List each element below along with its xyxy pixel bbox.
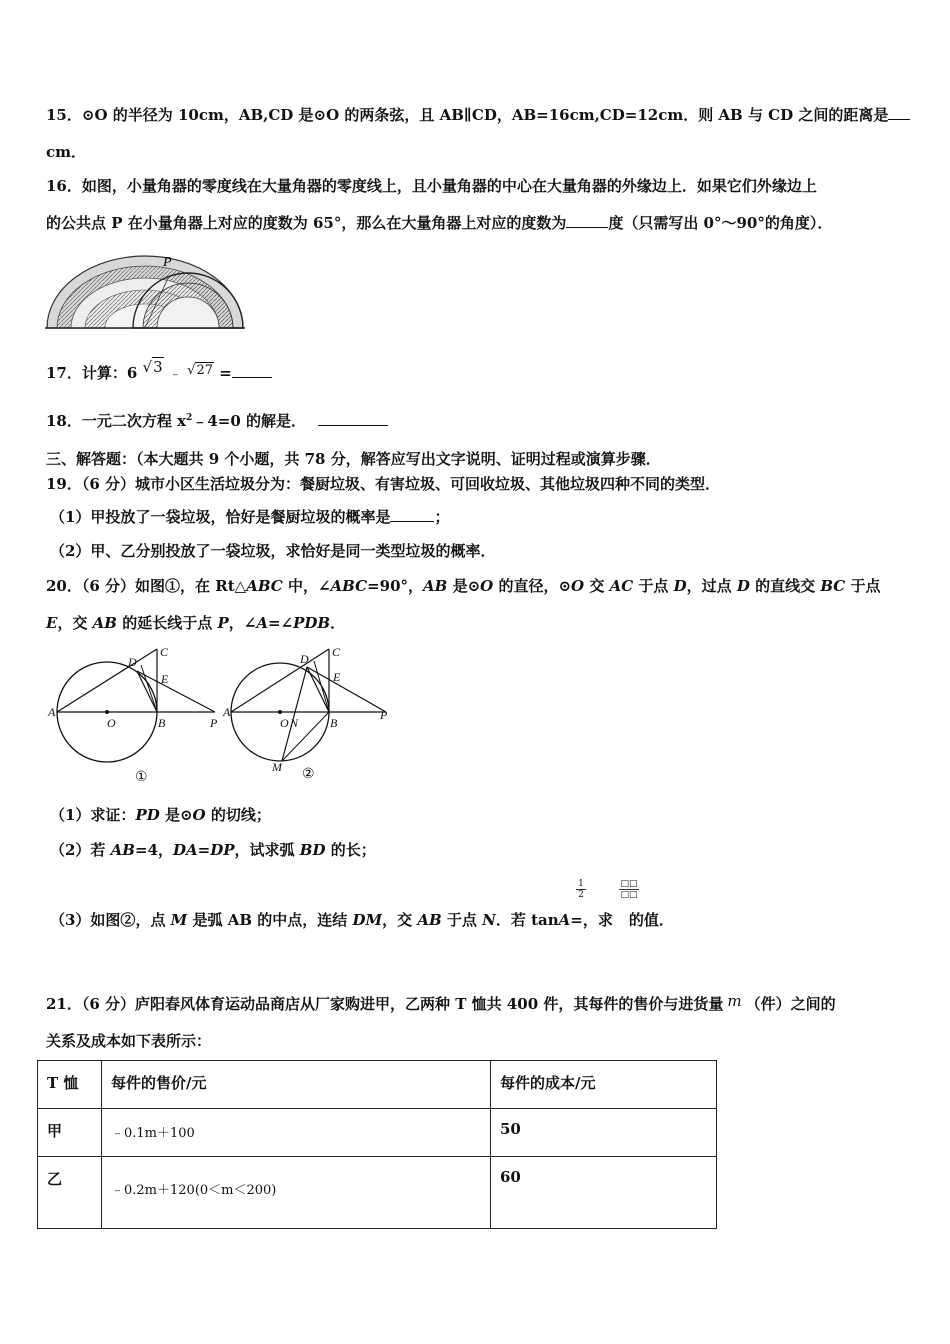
label-n: N	[290, 716, 299, 730]
q17-eq: =	[219, 364, 232, 382]
label-p: P	[380, 708, 388, 722]
q19-part1-text: （1）甲投放了一袋垃圾，恰好是餐厨垃圾的概率是	[50, 508, 391, 526]
q18-exponent: 2	[186, 413, 193, 423]
minus-sign: ﹣	[168, 367, 182, 382]
label-d: D	[128, 655, 137, 669]
q15-text: 15．⊙O 的半径为 10cm，AB,CD 是⊙O 的两条弦，且 AB∥CD，AB=16cm,CD=12cm．则 AB 与 CD 之间的距离是	[46, 106, 889, 124]
header-cell: 每件的成本/元	[491, 1061, 717, 1109]
variable-m: m	[727, 992, 742, 1010]
figure-1-caption: ①	[135, 770, 148, 785]
fraction-ratio-placeholder: □□ □□	[620, 879, 638, 900]
label-b: B	[330, 716, 338, 730]
label-c: C	[332, 645, 341, 659]
line-db	[137, 671, 157, 712]
q20-part3: （3）如图②，点 M 是弧 AB 的中点，连结 DM，交 AB 于点 N．若 tanA=，求 的值．	[50, 911, 674, 929]
q17-line	[46, 358, 272, 383]
q16-answer-blank[interactable]	[566, 226, 608, 228]
sqrt-27: √27	[187, 363, 213, 378]
line-dm	[282, 667, 307, 761]
table-cell: 甲	[38, 1109, 102, 1157]
label-a: A	[48, 705, 56, 719]
table-header-row	[38, 1061, 717, 1109]
q16-text-a: 的公共点 P 在小量角器上对应的度数为 65°，那么在大量角器上对应的度数为	[46, 214, 567, 232]
label-p: P	[210, 716, 218, 730]
header-cell: 每件的售价/元	[102, 1061, 491, 1109]
geometry-figure-1	[45, 645, 225, 790]
line-ac	[231, 649, 329, 712]
label-o: O	[107, 716, 116, 730]
line-dp	[307, 667, 386, 712]
point-p-label: P	[163, 255, 172, 270]
table-cell: ﹣0.1m＋100	[102, 1109, 491, 1157]
q21-line2: 关系及成本如下表所示：	[46, 1032, 212, 1050]
section-3-heading: 三、解答题：（本大题共 9 个小题，共 78 分，解答应写出文字说明、证明过程或演算步骤．	[46, 450, 661, 468]
label-c: C	[160, 645, 169, 659]
q19-part2: （2）甲、乙分别投放了一袋垃圾，求恰好是同一类型垃圾的概率．	[50, 542, 496, 560]
q19-answer-blank[interactable]	[390, 520, 434, 522]
q16-line1: 16．如图，小量角器的零度线在大量角器的零度线上，且小量角器的中心在大量角器的外缘边上．如果它们外缘边上	[46, 177, 817, 195]
q18-answer-blank[interactable]	[318, 424, 388, 426]
sqrt-3: √3	[142, 358, 163, 376]
header-cell: T 恤	[38, 1061, 102, 1109]
table-row	[38, 1157, 717, 1229]
center-dot	[105, 710, 109, 714]
q15-line1	[46, 104, 910, 125]
label-a: A	[223, 705, 231, 719]
q16-line2	[46, 212, 832, 233]
protractor-figure	[45, 250, 245, 330]
table-row	[38, 1109, 717, 1157]
q15-answer-blank[interactable]	[888, 118, 910, 120]
q21-line1: 21．（6 分）庐阳春风体育运动品商店从厂家购进甲，乙两种 T 恤共 400 件，其每件的售价与进货量 m （件）之间的	[46, 992, 836, 1013]
table-cell: 乙	[38, 1157, 102, 1229]
label-o: O	[280, 716, 289, 730]
line-dp	[137, 671, 215, 712]
q17-answer-blank[interactable]	[232, 376, 272, 378]
fraction-one-half: $\frac{1}{2}$	[576, 879, 586, 900]
q18-line	[46, 410, 388, 431]
q20-head-line1: 20．（6 分）如图①，在 Rt△ABC 中，∠ABC=90°，AB 是⊙O 的直径，⊙O 交 AC 于点 D，过点 D 的直线交 BC 于点	[46, 577, 881, 595]
table-cell: 50	[491, 1109, 717, 1157]
q19-part1	[50, 506, 449, 527]
cost-table	[37, 1060, 717, 1229]
label-e: E	[161, 672, 169, 686]
label-m: M	[272, 760, 282, 774]
center-dot	[278, 710, 282, 714]
table-cell: ﹣0.2m＋120(0＜m＜200)	[102, 1157, 491, 1229]
label-b: B	[158, 716, 166, 730]
q16-text-b: 度（只需写出 0°～90°的角度）．	[608, 214, 833, 232]
label-e: E	[333, 670, 341, 684]
q20-part1: （1）求证：PD 是⊙O 的切线；	[50, 806, 271, 824]
figure-2-caption: ②	[302, 767, 315, 782]
q19-head: 19．（6 分）城市小区生活垃圾分为：餐厨垃圾、有害垃圾、可回收垃圾、其他垃圾四种不同的类型．	[46, 475, 721, 493]
table-cell: 60	[491, 1157, 717, 1229]
q20-head-line2: E，交 AB 的延长线于点 P，∠A=∠PDB．	[46, 614, 346, 632]
q18-prefix: 18．一元二次方程 x	[46, 412, 187, 430]
line-do	[141, 665, 157, 712]
q20-part2: （2）若 AB=4，DA=DP，试求弧 BD 的长；	[50, 841, 376, 859]
q15-line2: cm．	[46, 143, 87, 161]
q18-suffix: ﹣4=0 的解是．	[192, 412, 306, 430]
geometry-figure-2	[222, 645, 402, 790]
q17-prefix: 17．计算：6	[46, 364, 138, 382]
q19-part1-end: ；	[434, 508, 450, 526]
label-d: D	[300, 652, 309, 666]
